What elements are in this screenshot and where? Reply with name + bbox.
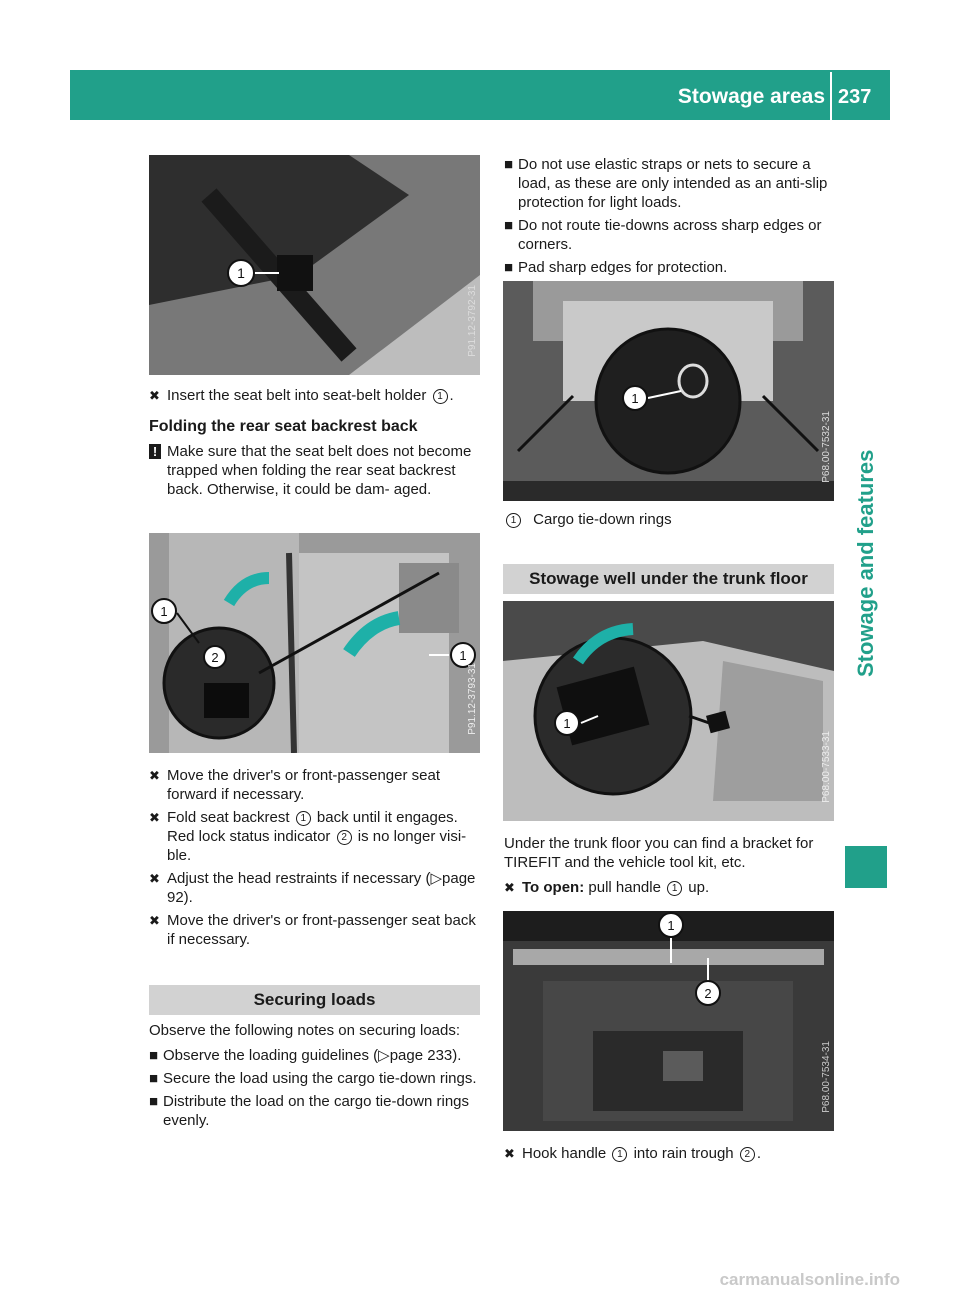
heading-securing-loads: Securing loads	[149, 985, 480, 1015]
figure-code: P68.00-7534-31	[821, 1041, 832, 1113]
figure-seat-belt-holder	[149, 155, 480, 375]
step-text: Fold seat backrest	[167, 809, 290, 826]
bullet-icon: ■	[149, 1093, 159, 1110]
step-text: Move the driver's or front-passenger seat back if necessary.	[167, 912, 476, 948]
securing-loads-text	[149, 1021, 484, 1134]
svg-text:2: 2	[704, 986, 712, 1001]
callout-1-icon: 1	[433, 389, 448, 404]
side-tab-label: Stowage and features	[853, 450, 878, 678]
svg-text:1: 1	[237, 265, 245, 281]
heading-folding: Folding the rear seat backrest back	[149, 418, 418, 435]
right-column-bullets	[504, 155, 836, 281]
page-ref-link[interactable]: page 233).	[389, 1047, 462, 1064]
caption-text: Cargo tie-down rings	[533, 511, 672, 528]
figure-code: P91.12-3792-31	[467, 285, 478, 357]
svg-text:1: 1	[160, 604, 168, 619]
page-ref-icon: ▷	[378, 1047, 390, 1064]
bullet-loading-guidelines	[149, 1046, 484, 1065]
bullet-icon: ■	[149, 1070, 159, 1087]
bullet-secure-load	[149, 1069, 484, 1088]
svg-text:1: 1	[667, 918, 675, 933]
svg-text:1: 1	[459, 648, 467, 663]
step-label: To open:	[522, 879, 585, 896]
securing-intro: Observe the following notes on securing loads:	[149, 1022, 461, 1039]
page-title: Stowage areas	[677, 85, 825, 108]
step-arrow-icon: ✖	[149, 810, 160, 825]
callout-1-icon: 1	[612, 1147, 627, 1162]
step-text: pull handle	[588, 879, 661, 896]
bullet-pad-edges	[504, 258, 836, 277]
header-separator	[830, 72, 832, 120]
bullet-text: Do not use elastic straps or nets to secure a load, as these are only intended as an anti-slip protection for light loads.	[518, 156, 828, 211]
side-tab-marker	[845, 846, 887, 888]
page-ref-link[interactable]: page 92).	[167, 870, 476, 906]
step-arrow-icon: ✖	[504, 880, 515, 895]
step-arrow-icon: ✖	[149, 388, 160, 403]
bullet-icon: ■	[504, 217, 514, 234]
step-to-open	[504, 878, 836, 897]
bullet-icon: ■	[149, 1047, 159, 1064]
left-column-text-1	[149, 386, 484, 499]
stowage-text	[504, 834, 836, 901]
step-punct: .	[756, 1145, 761, 1162]
step-move-seat-forward	[149, 766, 484, 804]
callout-1-icon: 1	[296, 811, 311, 826]
callout-1-icon: 1	[667, 881, 682, 896]
callout-2-icon: 2	[740, 1147, 755, 1162]
heading-stowage-well: Stowage well under the trunk floor	[503, 564, 834, 594]
watermark: carmanualsonline.info	[719, 1270, 900, 1289]
step-arrow-icon: ✖	[149, 871, 160, 886]
svg-text:2: 2	[211, 650, 219, 665]
warning-text: Make sure that the seat belt does not become trapped when folding the rear seat backrest back. Otherwise, it could be dam- aged.	[167, 443, 472, 498]
bullet-no-sharp-edges	[504, 216, 836, 254]
bullet-distribute-load	[149, 1092, 484, 1130]
figure-cargo-tie-down-rings	[503, 281, 834, 501]
hook-step-text	[504, 1144, 836, 1167]
step-hook-handle	[504, 1144, 836, 1163]
figure-code: P91.12-3793-31	[467, 663, 478, 735]
bullet-no-elastic-straps	[504, 155, 836, 212]
figure-folding-backrest	[149, 533, 480, 753]
bullet-icon: ■	[504, 259, 514, 276]
step-text: up.	[688, 879, 710, 896]
figure-code: P68.00-7532-31	[821, 411, 832, 483]
step-arrow-icon: ✖	[504, 1146, 515, 1161]
step-arrow-icon: ✖	[149, 768, 160, 783]
step-arrow-icon: ✖	[149, 913, 160, 928]
svg-text:1: 1	[563, 716, 571, 731]
callout-2-icon: 2	[337, 830, 352, 845]
bullet-text: Secure the load using the cargo tie-down rings.	[163, 1070, 477, 1087]
step-text: Hook handle	[522, 1145, 607, 1162]
step-adjust-head-restraints	[149, 869, 484, 907]
step-text: Insert the seat belt into seat-belt holder	[167, 387, 427, 404]
step-text: into rain trough	[633, 1145, 734, 1162]
step-text: Adjust the head restraints if necessary (	[167, 870, 431, 887]
figure-rain-trough	[503, 911, 834, 1131]
warning-note	[149, 442, 484, 499]
bullet-text: Do not route tie-downs across sharp edges or corners.	[518, 217, 822, 253]
callout-1-icon: 1	[506, 513, 521, 528]
bullet-icon: ■	[504, 156, 514, 173]
step-punct: .	[449, 387, 454, 404]
step-text: Move the driver's or front-passenger seat forward if necessary.	[167, 767, 440, 803]
step-fold-backrest	[149, 808, 484, 865]
bullet-text: Observe the loading guidelines (	[163, 1047, 379, 1064]
left-column-steps	[149, 766, 484, 953]
bullet-text: Pad sharp edges for protection.	[518, 259, 728, 276]
step-text: back until it engages. Red lock status indicator	[167, 809, 458, 845]
figure-trunk-floor-handle	[503, 601, 834, 821]
caption-cargo-rings	[504, 510, 836, 529]
step-move-seat-back	[149, 911, 484, 949]
step-insert-belt	[149, 386, 484, 405]
page-number: 237	[838, 86, 872, 108]
svg-text:1: 1	[631, 391, 639, 406]
stowage-intro: Under the trunk floor you can find a bracket for TIREFIT and the vehicle tool kit, etc.	[504, 835, 814, 871]
bullet-text: Distribute the load on the cargo tie-down rings evenly.	[163, 1093, 470, 1129]
warning-icon: !	[149, 444, 161, 459]
step-text: is no longer visi- ble.	[167, 828, 467, 864]
figure-code: P68.00-7533-31	[821, 731, 832, 803]
page-ref-icon: ▷	[430, 870, 443, 887]
